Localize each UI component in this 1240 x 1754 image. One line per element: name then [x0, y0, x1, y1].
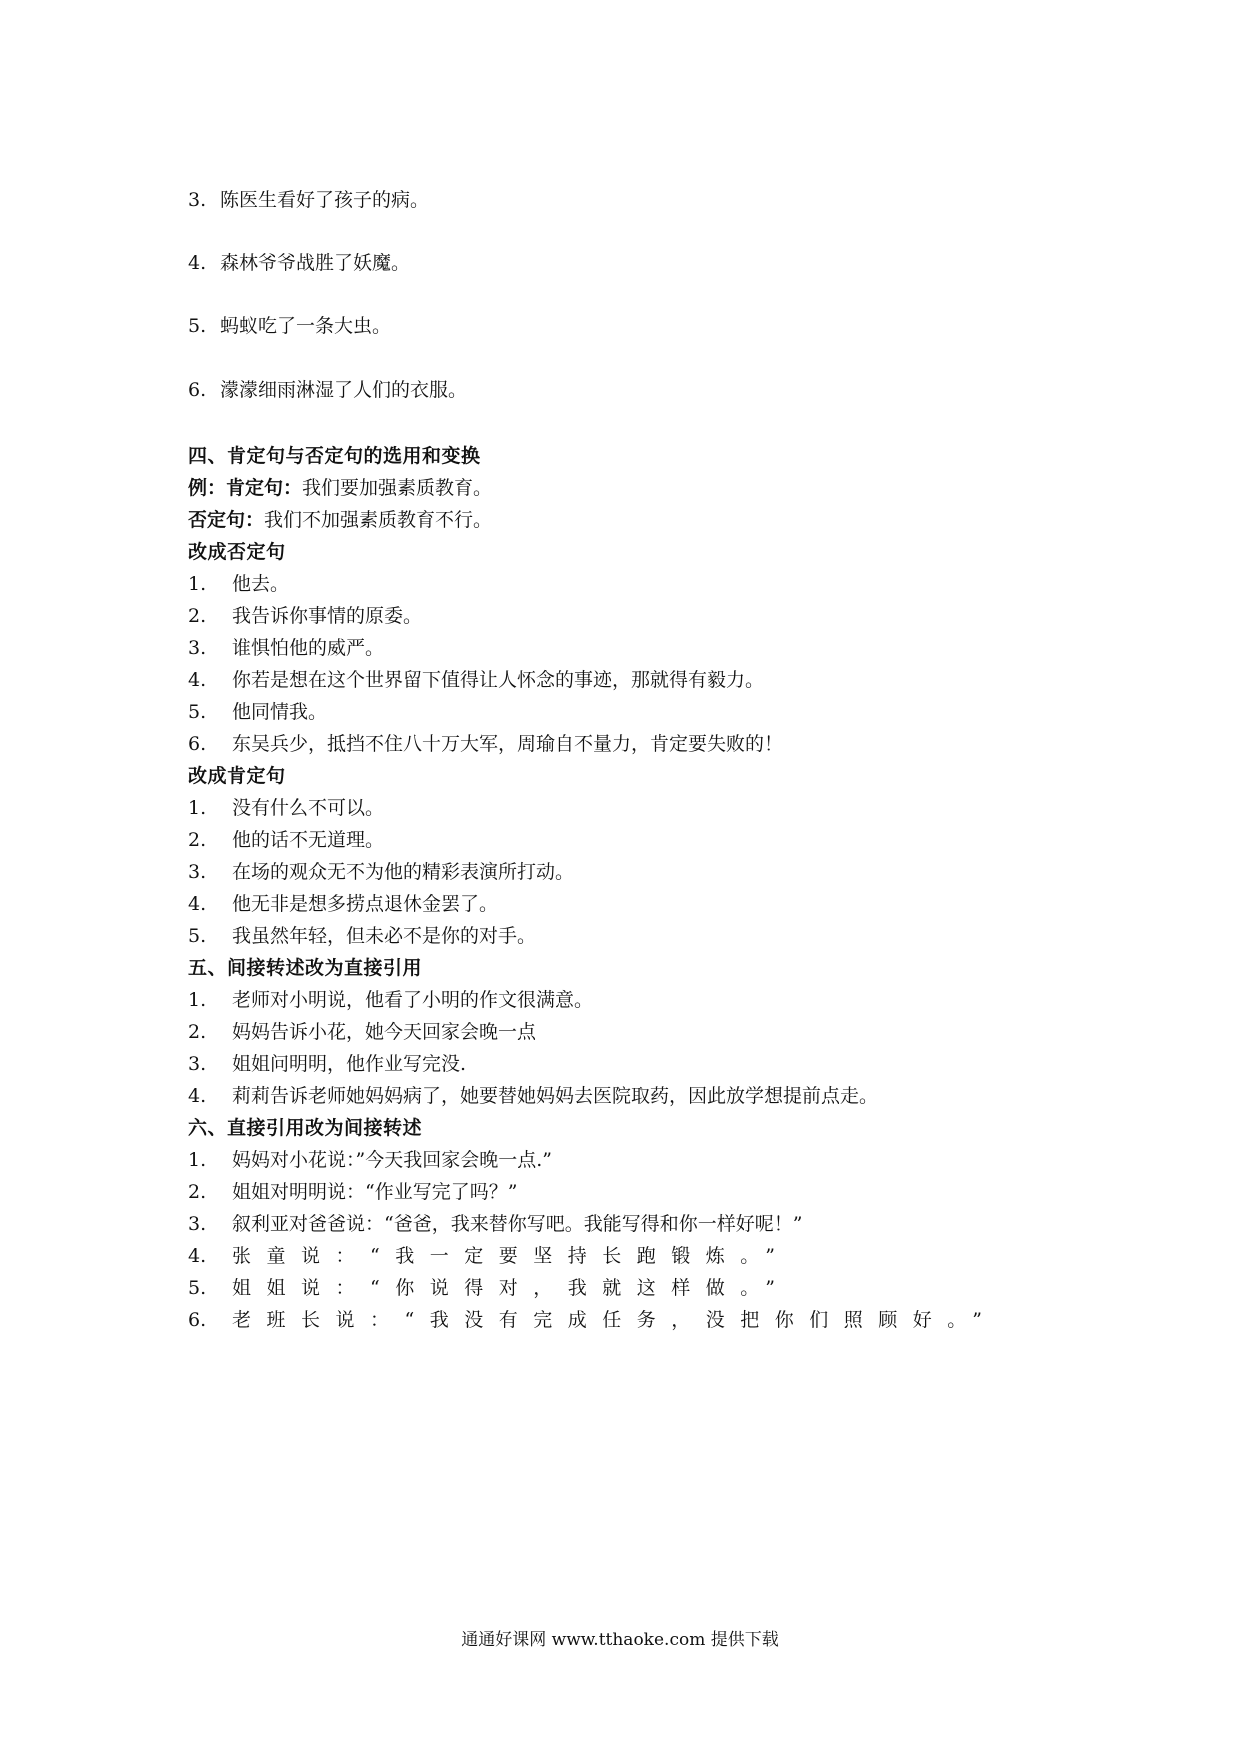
item-number: 4. — [188, 252, 207, 274]
item-text: 老班长说：“我没有完成任务，没把你们照顾好。” — [232, 1309, 998, 1331]
negative-label: 否定句： — [188, 509, 265, 531]
example-label: 例：肯定句： — [188, 477, 303, 499]
item-number: 2. — [188, 829, 207, 851]
list-item — [188, 667, 764, 693]
item-number: 4. — [188, 1245, 207, 1267]
list-item — [188, 571, 289, 597]
item-text: 蚂蚁吃了一条大虫。 — [220, 315, 392, 337]
item-number: 5. — [188, 701, 207, 723]
subheading-affirmative: 改成肯定句 — [188, 765, 286, 787]
list-item — [188, 313, 391, 339]
item-text: 你若是想在这个世界留下值得让人怀念的事迹，那就得有毅力。 — [232, 669, 765, 691]
item-text: 姐姐对明明说：“作业写完了吗？” — [232, 1181, 518, 1203]
item-number: 4. — [188, 893, 207, 915]
list-item — [188, 987, 593, 1013]
item-number: 3. — [188, 189, 207, 211]
item-text: 谁惧怕他的威严。 — [232, 637, 385, 659]
item-text: 濛濛细雨淋湿了人们的衣服。 — [220, 379, 468, 401]
item-text: 姐姐说：“你说得对，我就这样做。” — [232, 1277, 791, 1299]
item-text: 我告诉你事情的原委。 — [232, 605, 423, 627]
item-number: 1. — [188, 573, 207, 595]
list-item — [188, 731, 783, 757]
list-item — [188, 1243, 790, 1269]
item-number: 4. — [188, 669, 207, 691]
item-text: 他去。 — [232, 573, 290, 595]
item-number: 6. — [188, 379, 207, 401]
list-item — [188, 827, 384, 853]
list-item — [188, 1211, 802, 1237]
list-item — [188, 923, 536, 949]
list-item — [188, 377, 467, 403]
item-number: 6. — [188, 733, 207, 755]
list-item — [188, 1051, 466, 1077]
item-number: 1. — [188, 797, 207, 819]
list-item — [188, 859, 574, 885]
item-number: 1. — [188, 1149, 207, 1171]
item-number: 5. — [188, 315, 207, 337]
page-footer: 通通好课网 www.tthaoke.com 提供下载 — [461, 1630, 779, 1650]
section-heading-5: 五、间接转述改为直接引用 — [188, 957, 423, 979]
item-text: 没有什么不可以。 — [232, 797, 385, 819]
item-number: 5. — [188, 1277, 207, 1299]
item-text: 他同情我。 — [232, 701, 328, 723]
list-item — [188, 1275, 790, 1301]
list-item — [188, 1083, 878, 1109]
item-number: 3. — [188, 1053, 207, 1075]
item-text: 叙利亚对爸爸说：“爸爸，我来替你写吧。我能写得和你一样好呢！” — [232, 1213, 803, 1235]
item-text: 妈妈告诉小花，她今天回家会晚一点 — [232, 1021, 537, 1043]
section-heading-4: 四、肯定句与否定句的选用和变换 — [188, 445, 481, 467]
item-text: 陈医生看好了孩子的病。 — [220, 189, 430, 211]
list-item — [188, 635, 384, 661]
item-text: 妈妈对小花说：”今天我回家会晚一点.” — [232, 1149, 552, 1171]
example-text: 我们要加强素质教育。 — [302, 477, 493, 499]
list-item — [188, 699, 327, 725]
list-item — [188, 1019, 536, 1045]
item-number: 4. — [188, 1085, 207, 1107]
negative-text: 我们不加强素质教育不行。 — [264, 509, 493, 531]
item-number: 6. — [188, 1309, 207, 1331]
item-text: 东吴兵少，抵挡不住八十万大军，周瑜自不量力，肯定要失败的！ — [232, 733, 784, 755]
item-text: 我虽然年轻，但未必不是你的对手。 — [232, 925, 537, 947]
item-text: 他的话不无道理。 — [232, 829, 385, 851]
list-item — [188, 250, 410, 276]
item-text: 在场的观众无不为他的精彩表演所打动。 — [232, 861, 575, 883]
item-number: 3. — [188, 861, 207, 883]
item-text: 他无非是想多捞点退休金罢了。 — [232, 893, 499, 915]
item-number: 2. — [188, 605, 207, 627]
item-number: 3. — [188, 1213, 207, 1235]
list-item — [188, 187, 429, 213]
list-item — [188, 1147, 552, 1173]
list-item — [188, 1179, 517, 1205]
item-number: 3. — [188, 637, 207, 659]
section-heading-6: 六、直接引用改为间接转述 — [188, 1117, 423, 1139]
item-number: 1. — [188, 989, 207, 1011]
example-line — [188, 475, 492, 501]
list-item — [188, 795, 384, 821]
subheading-negative: 改成否定句 — [188, 541, 286, 563]
item-text: 张童说：“我一定要坚持长跑锻炼。” — [232, 1245, 791, 1267]
list-item — [188, 1307, 997, 1333]
item-number: 2. — [188, 1181, 207, 1203]
item-text: 莉莉告诉老师她妈妈病了，她要替她妈妈去医院取药，因此放学想提前点走。 — [232, 1085, 879, 1107]
list-item — [188, 603, 422, 629]
item-number: 5. — [188, 925, 207, 947]
item-text: 老师对小明说，他看了小明的作文很满意。 — [232, 989, 594, 1011]
item-text: 森林爷爷战胜了妖魔。 — [220, 252, 411, 274]
negative-example-line — [188, 507, 492, 533]
item-number: 2. — [188, 1021, 207, 1043]
item-text: 姐姐问明明，他作业写完没. — [232, 1053, 467, 1075]
list-item — [188, 891, 498, 917]
